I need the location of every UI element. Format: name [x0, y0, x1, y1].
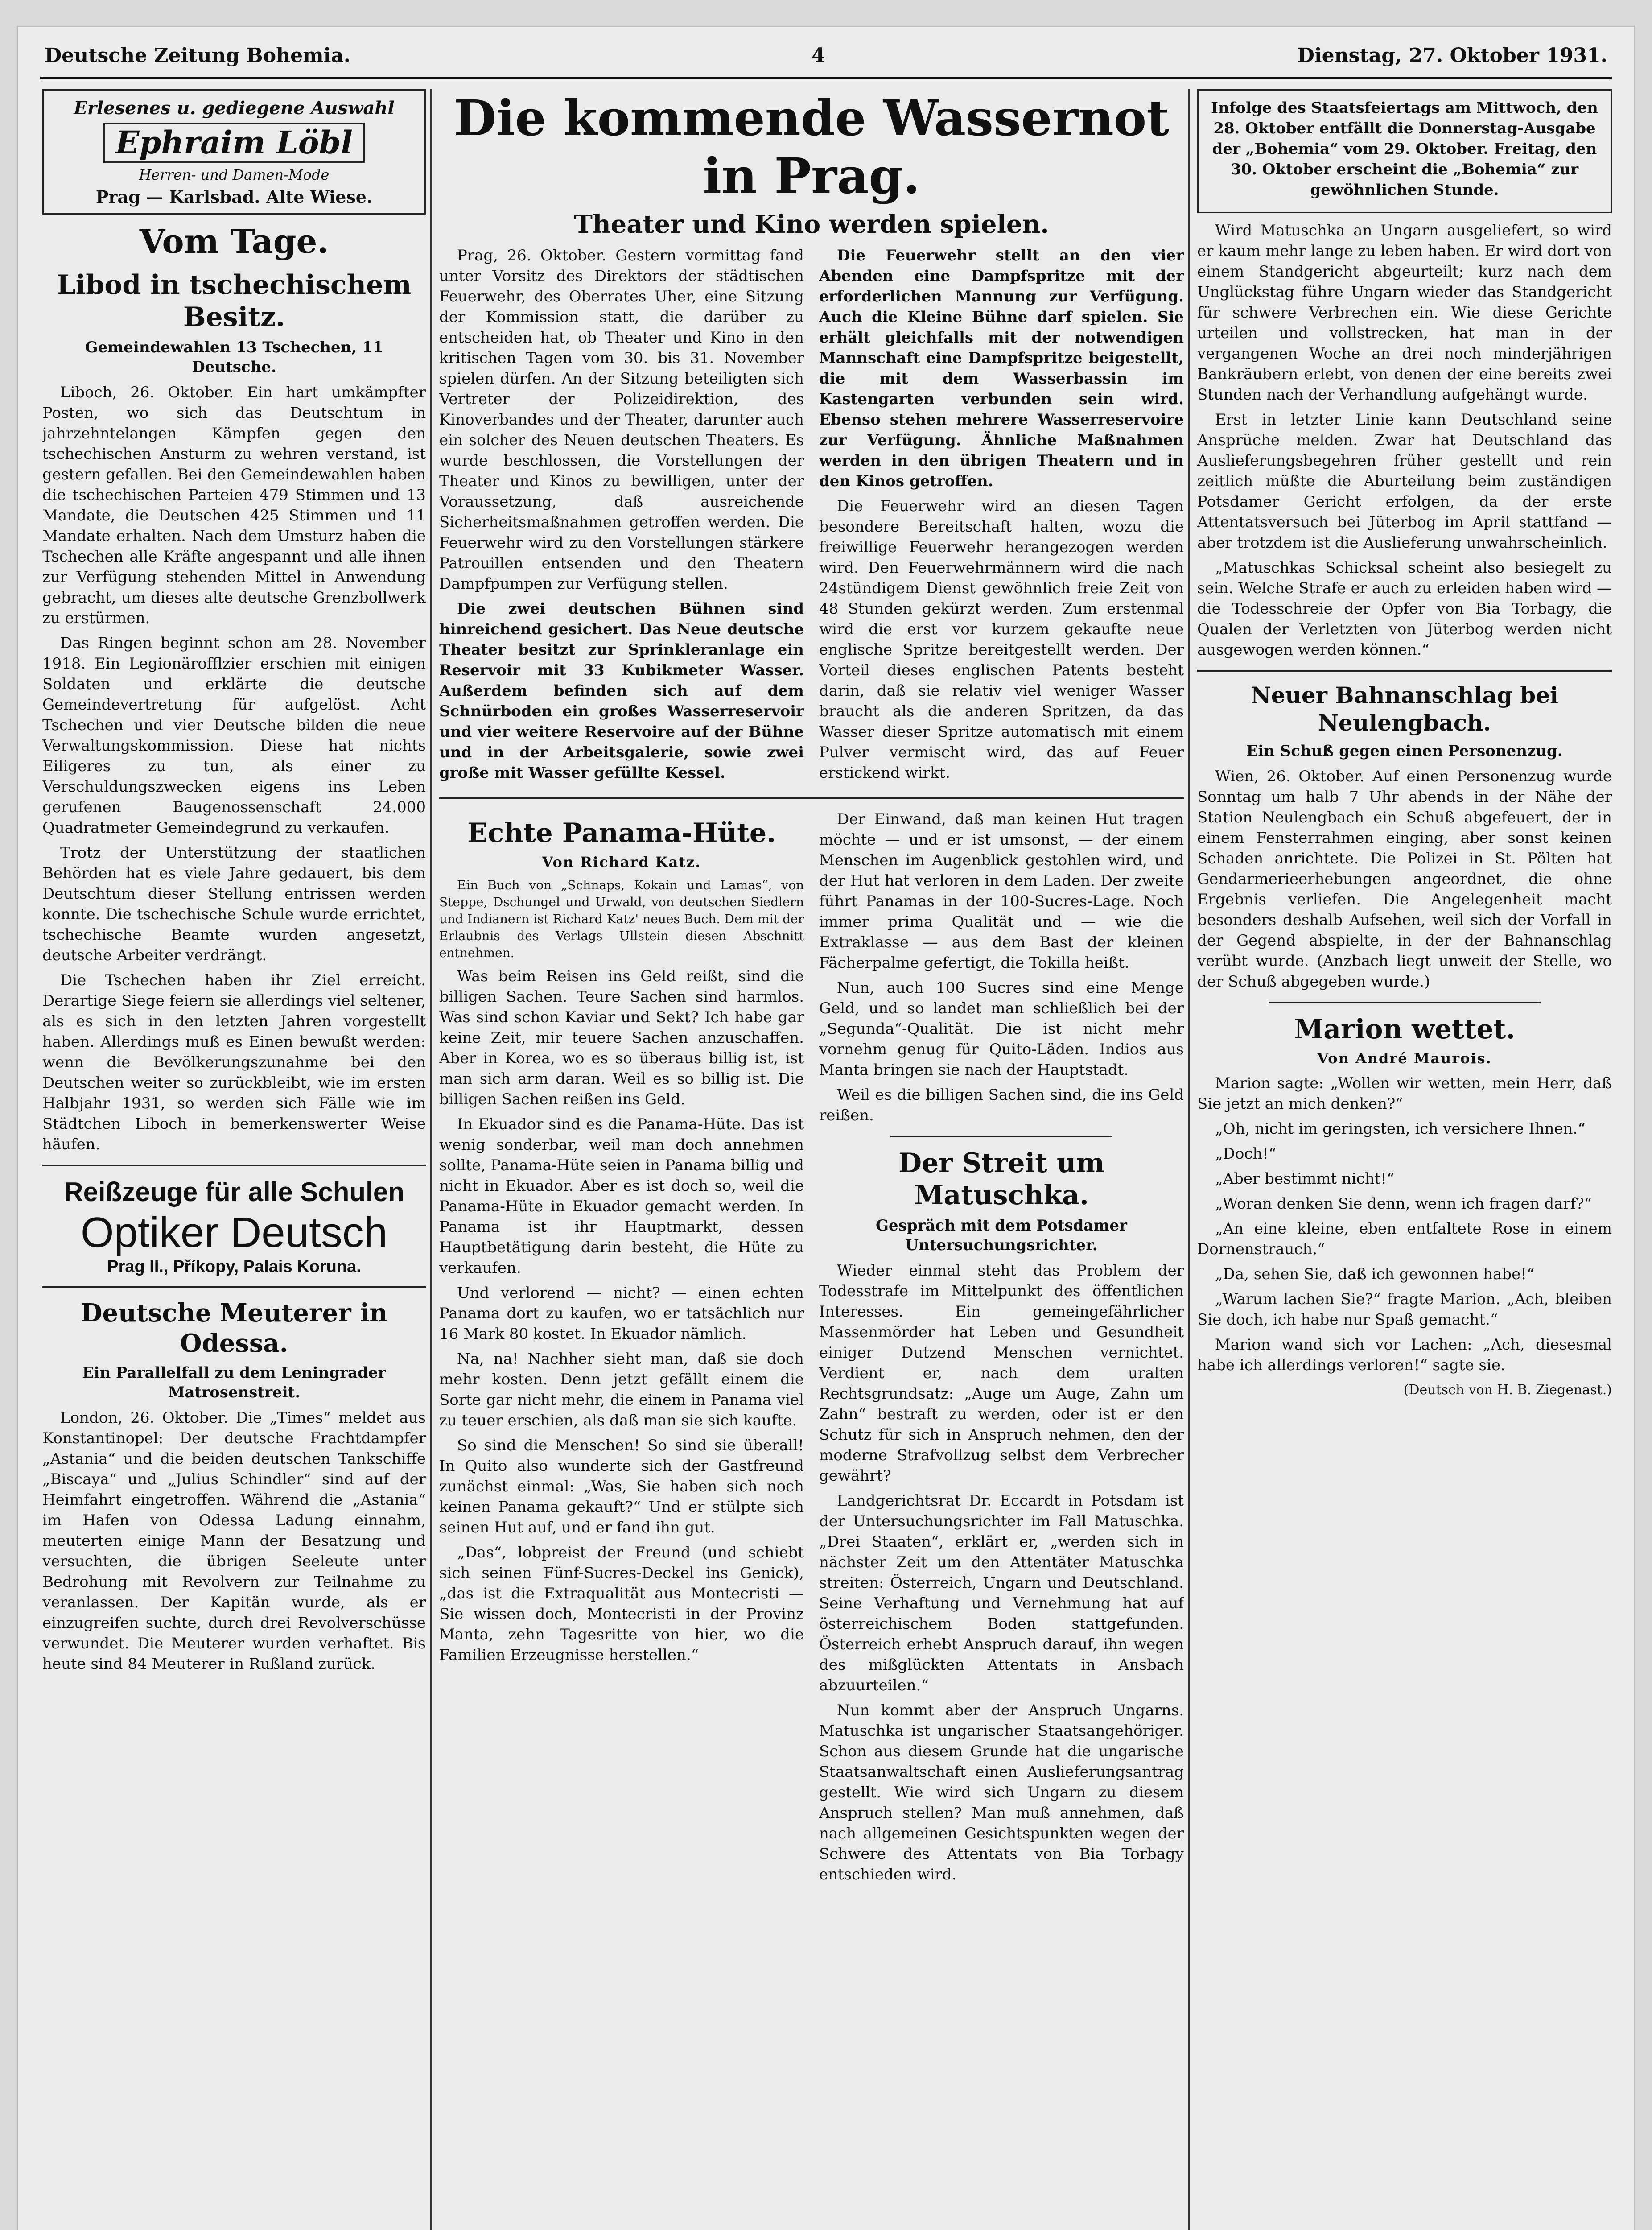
paragraph: „Das“, lobpreist der Freund (und schiebt sich seinen Fünf-Sucres-Deckel ins Genick), „das ist die Extraqualität aus Montecristi — Sie wissen doch, Montecristi in der Provinz Manta, zehn Tagesritte von hier, wo die Familien Erzeugnisse herstellen.“: [439, 1544, 804, 1664]
article-subtitle: Ein Parallelfall zu dem Leningrader Matrosenstreit.: [82, 1364, 386, 1401]
paragraph: Na, na! Nachher sieht man, daß sie doch mehr kosten. Denn jetzt gefällt einem die Sorte gar nicht mehr, die einem in Panama viel zu teuer erschien, als daß man sie sich kaufte.: [439, 1350, 804, 1429]
paragraph: „An eine kleine, eben entfaltete Rose in einem Dornenstrauch.“: [1197, 1220, 1612, 1258]
paragraph: „Woran denken Sie denn, wenn ich fragen darf?“: [1215, 1195, 1592, 1213]
paragraph: Landgerichtsrat Dr. Eccardt in Potsdam ist der Untersuchungsrichter im Fall Matuschka. „Drei Staaten“, erklärt er, „werden sich in nächster Zeit um den Attentäter Matuschka streiten: Österreich, Ungarn und Deutschland. Seine Verhaftung und Vernehmung hat auf österreichischem Boden stattgefunden. Österreich erhebt Anspruch darauf, ihn wegen des mißglückten Attentats in Ansbach abzuurteilen.“: [819, 1492, 1184, 1694]
ad-tagline: Erlesenes u. gediegene Auswahl: [74, 98, 395, 119]
column-divider: [1188, 89, 1190, 2230]
paragraph: „Da, sehen Sie, daß ich gewonnen habe!“: [1215, 1265, 1535, 1283]
paragraph: Wien, 26. Oktober. Auf einen Personenzug wurde Sonntag um halb 7 Uhr abends in der Nähe der Station Neulengbach ein Schuß abgefeuert, der in einem Fensterrahmen einging, aber sonst keinen Schaden anrichtete. Die Polizei in St. Pölten hat Gendarmerieerhebungen angeordnet, die ohne Ergebnis verliefen. Die Angelegenheit macht besonders deshalb Aufsehen, weil sich der Vorfall in der Gegend abspielte, in der der Bahnanschlag verübt wurde. (Anzbach liegt unweit der Stelle, wo der Schuß abgegeben wurde.): [1197, 768, 1612, 991]
ad-subtitle: Herren- und Damen-Mode: [139, 166, 330, 183]
paragraph: Der Einwand, daß man keinen Hut tragen möchte — und er ist umsonst, — der einem Menschen im Augenblick gestohlen wird, und der Hut hat verloren in dem Laden. Der zweite führt Panamas in der 100-Sucres-Lage. Noch immer prima Qualität und — wie die Extraklasse — aus dem Bast der kleinen Fächerpalme gefertigt, die Tokilla heißt.: [819, 810, 1184, 972]
section-heading: Vom Tage.: [139, 223, 329, 261]
article-column: [819, 245, 1184, 788]
ad-line: Reißzeuge für alle Schulen: [64, 1177, 404, 1207]
divider: [1269, 1002, 1541, 1004]
paragraph: Marion sagte: „Wollen wir wetten, mein Herr, daß Sie jetzt an mich denken?“: [1197, 1074, 1612, 1113]
ad-brand: Optiker Deutsch: [80, 1209, 388, 1256]
editor-note: [439, 877, 804, 962]
translator-credit: (Deutsch von H. B. Ziegenast.): [1403, 1382, 1612, 1398]
issue-date: Dienstag, 27. Oktober 1931.: [1297, 44, 1607, 67]
paragraph: Nun, auch 100 Sucres sind eine Menge Geld, und so landet man schließlich bei der „Segunda“-Qualität. Die ist nicht mehr vornehm genug für Quito-Läden. Indios aus Manta bringen sie nach der Hauptstadt.: [819, 979, 1184, 1079]
column-divider: [430, 89, 432, 2230]
paragraph: Was beim Reisen ins Geld reißt, sind die billigen Sachen. Teure Sachen sind harmlos. Was sind schon Kaviar und Sekt? Ich habe gar keine Zeit, mir teuere Sachen anzuschaffen. Aber in Korea, wo es so überaus billig ist, ist man sich arm daran. Weil es so billig ist. Die billigen Sachen reißen ins Geld.: [439, 967, 804, 1108]
paragraph: Weil es die billigen Sachen sind, die ins Geld reißen.: [819, 1086, 1184, 1124]
article-title: Der Streit um Matuschka.: [898, 1148, 1105, 1211]
paragraph: So sind die Menschen! So sind sie überall! In Quito also wunderte sich der Gastfreund zunächst einmal: „Was, Sie haben sich noch keinen Panama gekauft?“ Und er stülpte sich seinen Hut auf, und er fand ihn gut.: [439, 1437, 804, 1536]
article-title: Neuer Bahnanschlag bei Neulengbach.: [1250, 682, 1558, 736]
paragraph: Die Feuerwehr wird an diesen Tagen besondere Bereitschaft halten, wozu die freiwillige Feuerwehr herangezogen werden wird. Den Feuerwehrmännern wird die nach 24stündigem Dienst gewöhnlich freie Zeit von 48 Stunden gekürzt werden. Zum erstenmal wird die erst vor kurzem gekaufte neue englische Spritze bereitgestellt werden. Der Vorteil dieses englischen Patents besteht darin, daß sie relativ viel weniger Wasser braucht als die anderen Spritzen, da das Wasser dieser Spritze automatisch mit einem Pulver vermischt wird, das auf Feuer erstickend wirkt.: [819, 497, 1184, 782]
paragraph: Das Ringen beginnt schon am 28. November 1918. Ein Legionärofflzier erschien mit einigen Soldaten und erklärte die deutsche Gemeindevertretung für aufgelöst. Acht Tschechen und vier Deutsche bilden die neue Verwaltungskommission. Diese hat nichts Eiligeres zu tun, als einer zu Verschuldungszwecken eigens ins Leben gerufenen Baugenossenschaft 24.000 Quadratmeter Gemeindegrund zu verkaufen.: [42, 634, 426, 837]
paragraph: Die zwei deutschen Bühnen sind hinreichend gesichert. Das Neue deutsche Theater besitzt zur Sprinkleranlage ein Reservoir mit 33 Kubikmeter Wasser. Außerdem befinden sich auf dem Schnürboden ein großes Wasserreservoir und vier weitere Reservoire auf der Bühne und in der Arbeitsgalerie, sowie zwei große mit Wasser gefüllte Kessel.: [439, 600, 804, 782]
paragraph: Nun kommt aber der Anspruch Ungarns. Matuschka ist ungarischer Staatsangehöriger. Schon aus diesem Grunde hat die ungarische Staatsanwaltschaft einen Auslieferungsantrag gestellt. Wie wird sich Ungarn zu diesem Anspruch stellen? Man muß annehmen, daß nach allgemeinen Gesichtspunkten wegen der Schwere des Attentats von Bia Torbagy entschieden wird.: [819, 1701, 1184, 1883]
paragraph: Ein Buch von „Schnaps, Kokain und Lamas“, von Steppe, Dschungel und Urwald, von deutschen Siedlern und Indianern ist Richard Katz' neues Buch. Dem mit der Erlaubnis des Verlags Ullstein diesen Abschnitt entnehmen.: [439, 878, 804, 960]
header-rule: [40, 77, 1612, 79]
advertisement-loebl: [42, 89, 426, 215]
paragraph: „Aber bestimmt nicht!“: [1215, 1170, 1395, 1188]
article-title: Marion wettet.: [1294, 1014, 1516, 1045]
ad-address: Prag II., Příkopy, Palais Koruna.: [107, 1257, 361, 1276]
newspaper-page: [18, 27, 1634, 2230]
paragraph: „Warum lachen Sie?“ fragte Marion. „Ach, bleiben Sie doch, ich habe nur Spaß gemacht.“: [1197, 1290, 1612, 1329]
article-body: [42, 382, 426, 1155]
paragraph: Liboch, 26. Oktober. Ein hart umkämpfter Posten, wo sich das Deutschtum in jahrzehntelangen Kämpfen gegen den tschechischen Ansturm zu wehren verstand, ist gestern gefallen. Bei den Gemeindewahlen haben die tschechischen Parteien 479 Stimmen und 13 Mandate, die Deutschen 425 Stimmen und 11 Mandate erhalten. Nach dem Umsturz haben die Tschechen alle Kräfte angespannt und alle ihnen zur Verfügung stehenden Mittel in Anwendung gebracht, um dieses alte deutsche Grenzbollwerk zu erstürmen.: [42, 384, 426, 627]
article-title: Echte Panama-Hüte.: [467, 818, 776, 849]
paragraph: Trotz der Unterstützung der staatlichen Behörden hat es viele Jahre gedauert, bis dem Deutschtum dieser Stellung entrissen werden konnte. Die tschechische Schule wurde errichtet, tschechische Beamte wurden angesetzt, deutsche Arbeiter verdrängt.: [42, 844, 426, 964]
article-column: [439, 245, 804, 788]
article-subtitle: Ein Schuß gegen einen Personenzug.: [1246, 742, 1563, 760]
paragraph: Wird Matuschka an Ungarn ausgeliefert, so wird er kaum mehr lange zu leben haben. Er wird dort von einem Standgericht abgeurteilt; kurz nach dem Unglückstag führe Ungarn wieder das Standgericht für schwere Verbrechen ein. Wie diese Gerichte urteilen und vollstrecken, hat man in der vergangenen Woche an drei noch minderjährigen Bankräubern erlebt, von denen der eine bereits zwei Stunden nach der Verhandlung aufgehängt wurde.: [1197, 222, 1612, 404]
paragraph: „Matuschkas Schicksal scheint also besiegelt zu sein. Welche Strafe er auch zu erleiden haben wird — die Todesschreie der Opfer von Bia Torbagy, die Qualen der Verletzten von Jüterbog werden nicht ausgewogen werden können.“: [1197, 559, 1612, 659]
byline: Von André Maurois.: [1317, 1050, 1492, 1067]
article-subtitle: Gemeindewahlen 13 Tschechen, 11 Deutsche.: [85, 339, 383, 376]
ad-brand: Ephraim Löbl: [103, 123, 365, 163]
paragraph: Wieder einmal steht das Problem der Todesstrafe im Mittelpunkt des öffentlichen Interesses. Ein gemeingefährlicher Massenmörder hat Leben und Gesundheit einiger Dutzend Menschen vernichtet. Verdient er, nach dem uralten Rechtsgrundsatz: „Auge um Auge, Zahn um Zahn“ bestraft zu werden, oder ist er den Schutz für sich in Anspruch nehmen, den der moderne Strafvollzug selbst dem Verbrecher gewährt?: [819, 1262, 1184, 1485]
panama-columns: [439, 809, 1184, 1889]
paragraph: Prag, 26. Oktober. Gestern vormittag fand unter Vorsitz des Direktors der städtischen Feuerwehr, des Oberrates Uher, eine Sitzung der Kommission statt, die darüber zu entscheiden hat, ob Theater und Kino in den kritischen Tagen vom 30. bis 31. November spielen dürfen. An der Sitzung beteiligten sich Vertreter der Polizeidirektion, des Kinoverbandes und der Theater, darunter auch ein solcher des Neuen deutschen Theaters. Es wurde beschlossen, die Vorstellungen der Theater und Kinos zu bewilligen, unter der Voraussetzung, daß ausreichende Sicherheitsmaßnahmen getroffen werden. Die Feuerwehr wird zu den Vorstellungen stärkere Patrouillen entsenden und den Theatern Dampfpumpen zur Verfügung stellen.: [439, 247, 804, 593]
divider: [1197, 670, 1612, 672]
paragraph: Die Feuerwehr stellt an den vier Abenden eine Dampfspritze mit der erforderlichen Mannung zur Verfügung. Auch die Kleine Bühne darf spielen. Sie erhält gleichfalls mit der notwendigen Mannschaft eine Dampfspritze beigestellt, die mit dem Wasserbassin im Kastengarten verbunden sein wird. Ebenso stehen mehrere Wasserreservoire zur Verfügung. Ähnliche Maßnahmen werden in den übrigen Theatern und in den Kinos getroffen.: [819, 247, 1184, 490]
byline: Von Richard Katz.: [542, 854, 701, 871]
page-number: 4: [812, 44, 825, 67]
article-column: [819, 809, 1184, 1889]
advertisement-optiker: [42, 1176, 426, 1276]
article-title: Deutsche Meuterer in Odessa.: [80, 1298, 388, 1358]
main-headline: Die kommende Wassernot in Prag.: [453, 89, 1170, 205]
paragraph: Marion wand sich vor Lachen: „Ach, diesesmal habe ich allerdings verloren!“ sagte sie.: [1197, 1336, 1612, 1374]
paragraph: London, 26. Oktober. Die „Times“ meldet aus Konstantinopel: Der deutsche Frachtdampfer „Astania“ und die beiden deutschen Tankschiffe „Biscaya“ und „Julius Schindler“ sind auf der Heimfahrt eingetroffen. Während die „Astania“ im Hafen von Odessa Ladung einnahm, meuterten einige Mann der Besatzung und versuchten, die übrigen Seeleute unter Bedrohung mit Revolvern zur Teilnahme zu veranlassen. Der Kapitän wurde, als er einzugreifen suchte, durch drei Revolverschüsse verwundet. Die Meuterer wurden verhaftet. Bis heute sind 84 Meuterer in Rußland zurück.: [42, 1409, 426, 1673]
article-column: [439, 809, 804, 1889]
masthead-left: Deutsche Zeitung Bohemia.: [45, 44, 351, 67]
divider: [890, 1136, 1112, 1137]
divider: [439, 797, 1184, 799]
column-right: [1197, 89, 1612, 2230]
article-title: Libod in tschechischem Besitz.: [57, 269, 412, 333]
article-columns: [439, 245, 1184, 788]
column-left: [42, 89, 426, 2230]
paragraph: „Oh, nicht im geringsten, ich versichere Ihnen.“: [1215, 1120, 1586, 1138]
paragraph: Erst in letzter Linie kann Deutschland seine Ansprüche melden. Zwar hat Deutschland das Auslieferungsbegehren früher gestellt und rein zeitlich müßte die Aburteilung beim zuständigen Potsdamer Gericht erfolgen, da der erste Attentatsversuch bei Jüterbog im April stattfand — aber trotzdem ist die Auslieferung unwahrscheinlich.: [1197, 411, 1612, 552]
column-middle: [439, 89, 1184, 2230]
paragraph: Die Tschechen haben ihr Ziel erreicht. Derartige Siege feiern sie allerdings viel seltener, als es sich in den letzten Jahren vorgestellt haben. Allerdings muß es Einen bewußt werden: wenn die Bevölkerungszunahme bei den Deutschen weiter so zurückbleibt, wie im ersten Halbjahr 1931, so werden sich Fälle wie im Städtchen Liboch in bemerkenswerter Weise häufen.: [42, 971, 426, 1153]
publication-notice: [1197, 89, 1612, 213]
divider: [42, 1165, 426, 1166]
paragraph: Und verlorend — nicht? — einen echten Panama dort zu kaufen, wo er tatsächlich nur 16 Mark 80 kostet. In Ekuador nämlich.: [439, 1284, 804, 1343]
ad-cities: Prag — Karlsbad. Alte Wiese.: [95, 187, 373, 207]
main-subhead: Theater und Kino werden spielen.: [574, 210, 1049, 239]
notice-text: Infolge des Staatsfeiertags am Mittwoch, den 28. Oktober entfällt die Donnerstag-Ausgabe der „Bohemia“ vom 29. Oktober. Freitag, den 30. Oktober erscheint die „Bohemia“ zur gewöhnlichen Stunde.: [1211, 99, 1598, 199]
article-subtitle: Gespräch mit dem Potsdamer Untersuchungsrichter.: [876, 1217, 1127, 1254]
divider: [42, 1286, 426, 1288]
paragraph: „Doch!“: [1215, 1145, 1277, 1163]
paragraph: In Ekuador sind es die Panama-Hüte. Das ist wenig sonderbar, weil man doch annehmen sollte, Panama-Hüte seien in Panama billig und nicht in Ekuador. Aber es ist doch so, weil die Panama-Hüte in Ekuador gemacht werden. In Panama ist ihr Hauptmarkt, dessen Hauptbetätigung darin besteht, die Hüte zu verkaufen.: [439, 1115, 804, 1277]
